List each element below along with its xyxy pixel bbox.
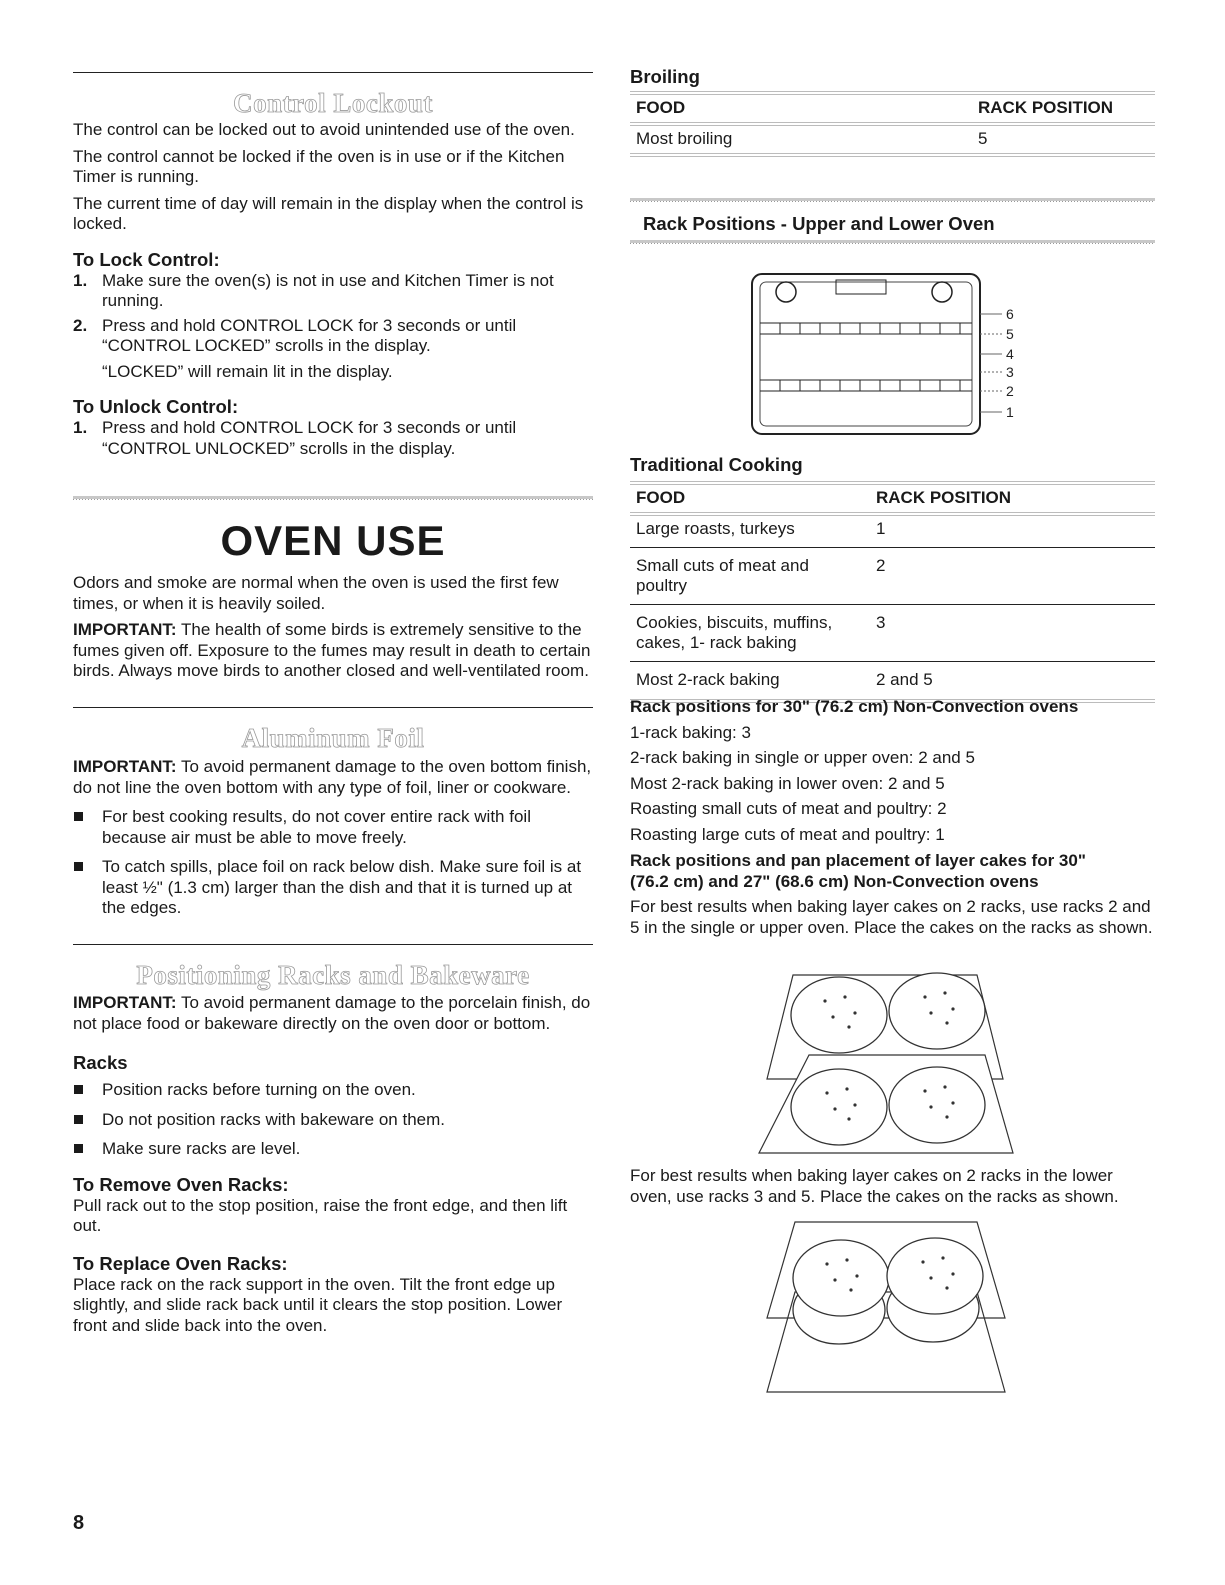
rack-cell: 2 [870,548,1155,605]
table-header-row [630,95,1155,121]
section-divider [73,496,593,500]
foil-bullet-1 [73,807,593,848]
table-header-row [630,485,1155,511]
col-rack: RACK POSITION [876,488,1012,507]
section-rule [73,944,593,945]
non-convection-line-1: 1-rack baking: 3 [630,722,751,742]
oven-use-important [73,620,593,682]
table-row [630,662,1155,699]
col-food: FOOD [636,98,686,117]
remove-racks-text: Pull rack out to the stop position, raise the front edge, and then lift out. [73,1195,568,1235]
col-rack: RACK POSITION [978,98,1114,117]
oven-frame [752,274,980,434]
racks-bullet-1 [73,1080,593,1101]
racks-bullet-3 [73,1139,593,1160]
non-convection-line-3: Most 2-rack baking in lower oven: 2 and 5 [630,773,945,793]
foil-bullet-2 [73,857,593,919]
table-row [630,548,1155,605]
important-label: IMPORTANT: [73,993,177,1012]
important-label: IMPORTANT: [73,620,177,639]
non-convection-line-4: Roasting small cuts of meat and poultry: 2 [630,799,947,818]
oven-use-paragraph: Odors and smoke are normal when the oven is used the first few times, or when it is heavily soiled. [73,573,559,613]
food-cell: Large roasts, turkeys [630,516,870,548]
replace-racks-heading: To Replace Oven Racks: [73,1252,288,1274]
section-rule [73,72,593,73]
rack-label-2: 2 [1006,383,1014,399]
traditional-cooking-heading: Traditional Cooking [630,454,803,475]
broiling-heading: Broiling [630,66,700,87]
bullet-text: To catch spills, place foil on rack below dish. Make sure foil is at least ½" (1.3 cm) larger than the dish and that it is turned up at the edges. [102,857,582,917]
food-cell: Cookies, biscuits, muffins, cakes, 1- rack baking [630,605,870,662]
bullet-square [74,812,83,821]
bullet-text: For best cooking results, do not cover entire rack with foil because air must be able to move freely. [102,807,531,847]
section-divider [630,240,1155,244]
cake-pan [791,1069,887,1145]
food-cell: Most broiling [636,129,733,148]
non-convection-line-5: Roasting large cuts of meat and poultry: 1 [630,824,945,844]
cake-pan [887,1238,983,1314]
control-lockout-title: Control Lockout [233,88,433,118]
non-convection-line-2: 2-rack baking in single or upper oven: 2 and 5 [630,748,975,767]
bullet-text: Make sure racks are level. [102,1139,301,1158]
layer-cakes-heading: Rack positions and pan placement of layer cakes for 30" (76.2 cm) and 27" (68.6 cm) Non-Convection ovens [630,851,1086,891]
rack-guides [980,314,1002,412]
table-row [630,126,1155,152]
step-number: 2. [73,315,88,335]
lock-step-2 [73,316,593,357]
lock-control-heading: To Lock Control: [73,248,220,270]
layer-cakes-paragraph-2: For best results when baking layer cakes on 2 racks in the lower oven, use racks 3 and 5. Place the cakes on the racks as shown. [630,1166,1119,1206]
lock-step-1 [73,271,593,312]
section-rule [73,707,593,708]
remove-racks-heading: To Remove Oven Racks: [73,1173,289,1195]
aluminum-foil-title: Aluminum Foil [241,723,425,753]
rack-positions-heading: Rack Positions - Upper and Lower Oven [643,213,995,234]
lockout-paragraph-2: The control cannot be locked if the oven is in use or if the Kitchen Timer is running. [73,146,565,186]
important-label: IMPORTANT: [73,757,177,776]
oven-cavity [760,282,972,426]
table-row [630,516,1155,548]
non-convection-heading: Rack positions for 30" (76.2 cm) Non-Convection ovens [630,697,1079,716]
step-number: 1. [73,418,88,437]
table-row [630,605,1155,662]
lock-note: “LOCKED” will remain lit in the display. [102,361,393,381]
lower-rack [760,380,972,391]
cake-placement-diagram-upper [755,965,1015,1155]
racks-bullet-2 [73,1110,593,1131]
rack-label-3: 3 [1006,364,1014,380]
bullet-square [74,1085,83,1094]
step-number: 1. [73,270,88,290]
important-text: To avoid permanent damage to the oven bottom finish, do not line the oven bottom with any type of foil, liner or cookware. [73,757,592,797]
traditional-table [630,480,1155,703]
important-text: To avoid permanent damage to the porcelain finish, do not place food or bakeware directly on the oven door or bottom. [73,993,591,1033]
rack-label-5: 5 [1006,326,1014,342]
table-footer-rule [630,152,1155,157]
cake-placement-diagram-lower [755,1218,1015,1398]
unlock-control-heading: To Unlock Control: [73,396,239,417]
step-text: Press and hold CONTROL LOCK for 3 seconds or until “CONTROL UNLOCKED” scrolls in the display. [102,418,517,458]
positioning-important [73,993,593,1034]
oven-rack-diagram [740,268,1040,448]
lockout-paragraph-1: The control can be locked out to avoid unintended use of the oven. [73,120,575,139]
rack-cell: 2 and 5 [876,670,933,689]
page-number: 8 [73,1512,85,1534]
layer-cakes-paragraph-1: For best results when baking layer cakes on 2 racks, use racks 2 and 5 in the single or upper oven. Place the cakes on the racks as shown. [630,897,1153,937]
cake-pan [793,1240,889,1316]
food-cell: Most 2-rack baking [636,670,780,689]
racks-heading: Racks [73,1052,128,1073]
lockout-paragraph-3: The current time of day will remain in the display when the control is locked. [73,193,584,233]
step-text: Press and hold CONTROL LOCK for 3 seconds or until “CONTROL LOCKED” scrolls in the display. [102,315,517,355]
oven-light-left [776,282,796,302]
broiling-table [630,90,1155,157]
upper-rack [760,323,972,334]
bullet-square [74,1144,83,1153]
positioning-title: Positioning Racks and Bakeware [136,960,530,990]
bullet-text: Position racks before turning on the oven. [102,1080,416,1099]
oven-use-title: OVEN USE [220,517,446,564]
bullet-text: Do not position racks with bakeware on them. [102,1109,446,1129]
rack-cell: 5 [978,129,988,148]
rack-label-4: 4 [1006,346,1014,362]
food-cell: Small cuts of meat and poultry [630,548,870,605]
cake-pan [889,973,985,1049]
bullet-square [74,1115,83,1124]
rack-label-6: 6 [1006,306,1014,322]
cake-pan [791,977,887,1053]
foil-important [73,757,593,798]
step-text: Make sure the oven(s) is not in use and Kitchen Timer is not running. [102,270,554,310]
rack-cell: 1 [870,516,1155,548]
section-divider [630,198,1155,202]
col-food: FOOD [636,488,686,507]
rack-label-1: 1 [1006,404,1014,420]
bullet-square [74,862,83,871]
replace-racks-text: Place rack on the rack support in the oven. Tilt the front edge up slightly, and slide rack back until it clears the stop position. Lower front and slide back into the oven. [73,1274,563,1335]
cake-pan [889,1067,985,1143]
rack-cell: 3 [870,605,1155,662]
oven-light-right [932,282,952,302]
important-text: The health of some birds is extremely sensitive to the fumes given off. Exposure to the fumes may result in death to certain birds. Always move birds to another closed and well-ventilated room. [73,620,591,680]
unlock-step-1 [73,418,593,459]
